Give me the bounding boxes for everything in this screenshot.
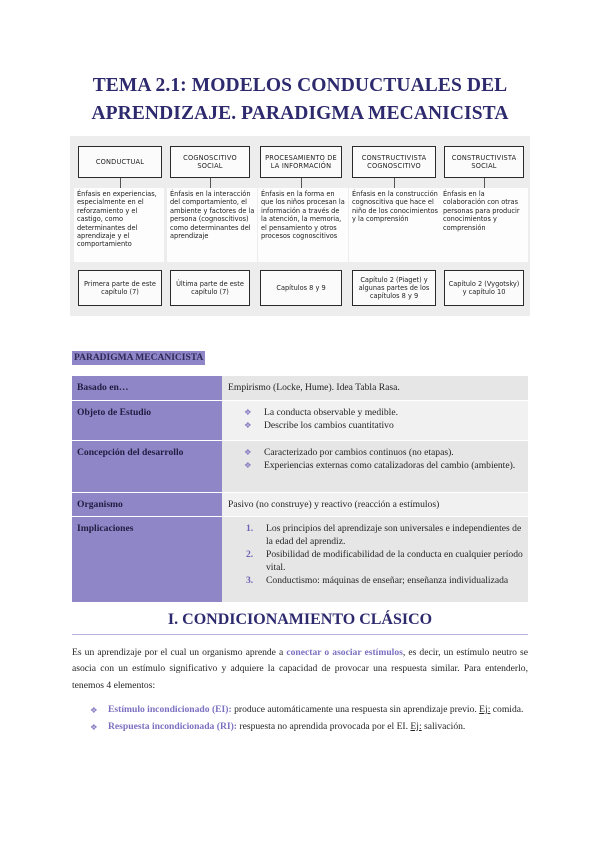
element-term: Respuesta incondicionada (RI): [108,720,237,732]
diamond-bullet-icon: ❖ [244,419,252,430]
list-item-text: La conducta observable y medible. [264,406,398,418]
list-item-text: Experiencias externas como catalizadoras del cambio (ambiente). [264,459,516,471]
list-number: 3. [246,574,254,586]
heading-underline [72,634,528,635]
diagram-description-procesamiento: Énfasis en la forma en que los niños procesan la información a través de la atención, la memoria, el pensamiento y otros procesos cognoscitivos [258,188,348,262]
diamond-bullet-icon: ❖ [90,721,98,732]
page-title-line-2: APRENDIZAJE. PARADIGMA MECANICISTA [91,103,509,124]
diagram-connector [120,178,121,188]
list-item [246,548,524,574]
bullet-list [228,446,524,472]
list-item [244,459,524,472]
table-value: Pasivo (no construye) y reactivo (reacción a estímulos) [222,492,528,516]
diagram-header-cognoscitivo-social: COGNOSCITIVO SOCIAL [170,146,250,178]
table-key: Objeto de Estudio [72,400,222,440]
intro-paragraph [72,645,528,694]
diamond-bullet-icon: ❖ [244,446,252,457]
list-item [90,703,530,718]
list-item [244,406,524,419]
diagram-footer-cognoscitivo-social: Última parte de este capítulo (7) [170,270,250,306]
element-example: salivación. [421,720,466,732]
page-title [60,72,540,128]
element-ej: Ej: [410,720,422,732]
table-key: Concepción del desarrollo [72,440,222,492]
list-item-text: Posibilidad de modificabilidad de la conducta en cualquier período vital. [266,548,523,573]
table-value [222,440,528,492]
list-item [90,720,530,735]
diagram-connector [301,178,302,188]
list-item-text: Conductismo: máquinas de enseñar; enseñanza individualizada [266,574,509,586]
list-item [244,446,524,459]
diamond-bullet-icon: ❖ [244,406,252,417]
intro-highlight: conectar o asociar estímulos [286,647,403,658]
element-text: produce automáticamente una respuesta sin aprendizaje previo. [231,704,480,715]
diagram-description-conductual: Énfasis en experiencias, especialmente en el reforzamiento y el castigo, como determinantes del aprendizaje y el comportamiento [74,188,164,262]
paradigm-table [72,376,528,603]
diagram-description-constructivista-social: Énfasis en la colaboración con otras personas para producir conocimientos y comprensión [440,188,528,262]
list-item-text: Los principios del aprendizaje son universales e independientes de la edad del aprendiz. [266,522,522,547]
diagram-header-conductual: CONDUCTUAL [78,146,162,178]
diagram-header-constructivista-social: CONSTRUCTIVISTA SOCIAL [444,146,524,178]
diagram-connector [394,178,395,188]
diagram-connector [210,178,211,188]
table-key: Basado en… [72,376,222,400]
diagram-footer-constructivista-social: Capítulo 2 (Vygotsky) y capítulo 10 [444,270,524,306]
element-term: Estímulo incondicionado (EI): [108,704,232,715]
list-item [246,522,524,548]
diagram-header-constructivista-cognoscitivo: CONSTRUCTIVISTA COGNOSCITIVO [352,146,436,178]
table-value [222,516,528,602]
numbered-list [228,522,524,587]
table-key: Implicaciones [72,516,222,602]
diagram-footer-conductual: Primera parte de este capítulo (7) [78,270,162,306]
diagram-header-procesamiento: PROCESAMIENTO DE LA INFORMACIÓN [260,146,342,178]
element-ej: Ej: [479,704,491,715]
diagram-footer-procesamiento: Capítulos 8 y 9 [260,270,342,306]
list-number: 2. [246,548,254,560]
section-label-paradigma: PARADIGMA MECANICISTA [74,353,204,363]
list-item-text: Describe los cambios cuantitativo [264,419,394,431]
diagram-connector [484,178,485,188]
learning-theories-diagram [70,136,530,316]
diagram-footer-constructivista-cognoscitivo: Capítulo 2 (Piaget) y algunas partes de los capítulos 8 y 9 [352,270,436,306]
diagram-description-constructivista-cognoscitivo: Énfasis en la construcción cognoscitiva que hace el niño de los conocimientos y la comprensión [349,188,441,262]
intro-text-b: , es decir, un estímulo neutro se asocia con un estímulo significativo y adquiere la capacidad de provocar una respuesta similar. Para entenderlo, tenemos 4 elementos: [72,647,529,691]
table-value: Empirismo (Locke, Hume). Idea Tabla Rasa. [222,376,528,400]
table-value [222,400,528,440]
intro-text-a: Es un aprendizaje por el cual un organismo aprende a [72,647,287,658]
diamond-bullet-icon: ❖ [90,705,98,715]
list-item-text: Caracterizado por cambios continuos (no etapas). [264,446,454,458]
list-item [244,419,524,432]
element-example: comida. [490,704,524,715]
element-text: respuesta no aprendida provocada por el EI. [237,720,411,732]
table-row [72,440,528,492]
elements-list [90,703,530,736]
table-row [72,400,528,440]
table-row [72,516,528,602]
bullet-list [228,406,524,432]
table-key: Organismo [72,492,222,516]
section-heading-condicionamiento: I. CONDICIONAMIENTO CLÁSICO [167,611,433,628]
diamond-bullet-icon: ❖ [244,459,252,470]
table-row [72,492,528,516]
list-number: 1. [246,522,254,534]
table-row [72,376,528,400]
list-item [246,574,524,587]
diagram-description-cognoscitivo-social: Énfasis en la interacción del comportamiento, el ambiente y factores de la persona (cognoscitivos) como determinantes del aprendizaje [167,188,257,262]
page-title-line-1: TEMA 2.1: MODELOS CONDUCTUALES DEL [92,75,508,96]
